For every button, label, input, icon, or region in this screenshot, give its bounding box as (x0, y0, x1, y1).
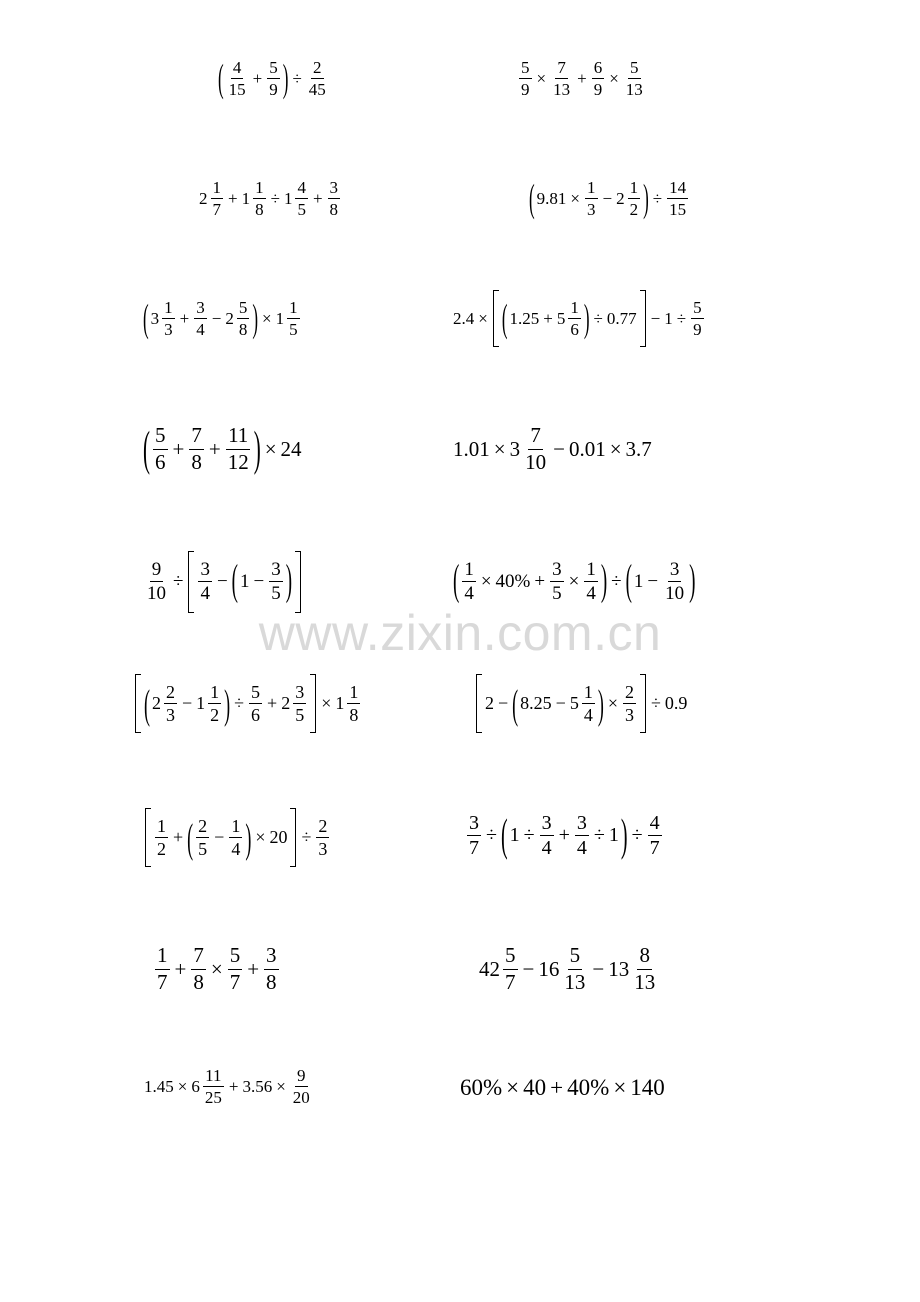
fraction: $\frac{3}{4}$ (541, 812, 552, 860)
fraction: $\frac{2}{3}$ (166, 682, 175, 726)
fraction: $\frac{4}{5}$ (297, 178, 306, 220)
fraction: $\frac{1}{3}$ (587, 178, 596, 220)
fraction: $\frac{4}{15}$ (228, 58, 246, 100)
problem-18: 60% × 40 + 40% × 140 (460, 1075, 665, 1100)
fraction: $\frac{7}{8}$ (193, 943, 204, 994)
right-bracket (640, 674, 646, 733)
fraction: $\frac{1}{4}$ (583, 682, 593, 726)
fraction: $\frac{5}{8}$ (238, 298, 248, 340)
fraction: $\frac{5}{7}$ (505, 943, 516, 994)
fraction: $\frac{9}{10}$ (147, 559, 166, 605)
left-bracket (145, 808, 151, 867)
left-bracket (476, 674, 482, 733)
problem-12: 2 − ( 8.25 − 5 $\frac{1}{4}$ ) × $\frac{2}{3}$ ÷ 0.9 (474, 682, 688, 725)
fraction: $\frac{3}{4}$ (200, 559, 210, 605)
right-bracket (310, 674, 316, 733)
right-bracket (290, 808, 296, 867)
left-bracket (135, 674, 141, 733)
fraction: $\frac{1}{3}$ (164, 298, 173, 340)
fraction: $\frac{1}{5}$ (289, 298, 298, 340)
fraction: $\frac{7}{13}$ (553, 58, 571, 100)
fraction: $\frac{5}{6}$ (155, 423, 166, 474)
fraction: $\frac{5}{13}$ (625, 58, 643, 100)
fraction: $\frac{14}{15}$ (669, 178, 687, 220)
problem-1: ( $\frac{4}{15}$ + $\frac{5}{9}$ ) ÷ $\frac{2}{45}$ (218, 56, 326, 101)
fraction: $\frac{1}{2}$ (157, 816, 166, 860)
fraction: $\frac{1}{8}$ (349, 682, 359, 726)
fraction: $\frac{3}{8}$ (329, 178, 339, 220)
fraction: $\frac{3}{5}$ (552, 559, 562, 605)
problem-10: ( $\frac{1}{4}$ × 40% + $\frac{3}{5}$ × $\frac{1}{4}$ ) ÷ ( 1 − $\frac{3}{10}$ ) (453, 557, 696, 606)
fraction: $\frac{3}{5}$ (295, 682, 305, 726)
fraction: $\frac{1}{7}$ (212, 178, 221, 220)
fraction: $\frac{3}{8}$ (266, 943, 277, 994)
left-bracket (188, 551, 194, 613)
fraction: $\frac{11}{12}$ (227, 423, 249, 474)
fraction: $\frac{2}{3}$ (624, 682, 634, 726)
left-bracket (493, 290, 499, 347)
problem-8: 1.01 × 3 $\frac{7}{10}$ − 0.01 × 3.7 (453, 423, 652, 474)
fraction: $\frac{3}{7}$ (469, 812, 479, 860)
fraction: $\frac{1}{4}$ (231, 816, 241, 860)
problem-3: 2 $\frac{1}{7}$ + 1 $\frac{1}{8}$ ÷ 1 $\frac{4}{5}$ + $\frac{3}{8}$ (199, 178, 339, 220)
fraction: $\frac{7}{10}$ (525, 423, 547, 474)
fraction: $\frac{5}{6}$ (251, 682, 261, 726)
problem-5: ( 3 $\frac{1}{3}$ + $\frac{3}{4}$ − 2 $\frac{5}{8}$ ) × 1 $\frac{1}{5}$ (143, 296, 298, 341)
fraction: $\frac{5}{9}$ (693, 298, 702, 340)
fraction: $\frac{2}{45}$ (308, 58, 326, 100)
fraction: $\frac{5}{13}$ (564, 943, 586, 994)
fraction: $\frac{2}{3}$ (318, 816, 328, 860)
problem-4: ( 9.81 × $\frac{1}{3}$ − 2 $\frac{1}{2}$ ) ÷ $\frac{14}{15}$ (529, 176, 687, 221)
fraction: $\frac{5}{9}$ (521, 58, 530, 100)
fraction: $\frac{6}{9}$ (593, 58, 603, 100)
fraction: $\frac{3}{4}$ (576, 812, 587, 860)
fraction: $\frac{1}{2}$ (629, 178, 639, 220)
fraction: $\frac{11}{25}$ (204, 1066, 222, 1108)
fraction: $\frac{3}{10}$ (665, 559, 685, 605)
problem-13: $\frac{1}{2}$ + ( $\frac{2}{5}$ − $\frac{1}{4}$ ) × 20 ÷ $\frac{2}{3}$ (143, 816, 331, 859)
fraction: $\frac{2}{5}$ (198, 816, 208, 860)
fraction: $\frac{1}{6}$ (570, 298, 579, 340)
fraction: $\frac{1}{7}$ (157, 943, 168, 994)
right-bracket (295, 551, 301, 613)
right-bracket (640, 290, 646, 347)
problem-16: 42 $\frac{5}{7}$ − 16 $\frac{5}{13}$ − 13 $\frac{8}{13}$ (479, 943, 656, 994)
fraction: $\frac{1}{2}$ (210, 682, 220, 726)
problem-11: ( 2 $\frac{2}{3}$ − 1 $\frac{1}{2}$ ) ÷ $\frac{5}{6}$ + 2 $\frac{3}{5}$ × 1 $\frac{1}{8}$ (133, 682, 362, 725)
problem-9: $\frac{9}{10}$ ÷ $\frac{3}{4}$ − ( 1 − $\frac{3}{5}$ ) (143, 559, 303, 605)
fraction: $\frac{3}{4}$ (196, 298, 205, 340)
problem-7: ( $\frac{5}{6}$ + $\frac{7}{8}$ + $\frac{11}{12}$ ) × 24 (143, 420, 302, 476)
fraction: $\frac{3}{5}$ (271, 559, 281, 605)
fraction: $\frac{5}{9}$ (269, 58, 278, 100)
fraction: $\frac{8}{13}$ (634, 943, 656, 994)
problem-6: 2.4 × ( 1.25 + 5 $\frac{1}{6}$ ) ÷ 0.77 − 1 ÷ $\frac{5}{9}$ (452, 298, 706, 339)
problem-15: $\frac{1}{7}$ + $\frac{7}{8}$ × $\frac{5}{7}$ + $\frac{3}{8}$ (157, 943, 277, 994)
fraction: $\frac{7}{8}$ (191, 423, 202, 474)
problem-17: 1.45 × 6 $\frac{11}{25}$ + 3.56 × $\frac{9}{20}$ (144, 1066, 310, 1108)
watermark: www.zixin.com.cn (258, 605, 662, 661)
problem-14: $\frac{3}{7}$ ÷ ( 1 ÷ $\frac{3}{4}$ + $\frac{3}{4}$ ÷ 1 ) ÷ $\frac{4}{7}$ (469, 810, 660, 862)
fraction: $\frac{4}{7}$ (649, 812, 660, 860)
fraction: $\frac{1}{8}$ (255, 178, 264, 220)
fraction: $\frac{1}{4}$ (586, 559, 596, 605)
fraction: $\frac{9}{20}$ (292, 1066, 310, 1108)
fraction: $\frac{1}{4}$ (464, 559, 474, 605)
fraction: $\frac{5}{7}$ (229, 943, 241, 994)
problem-2: $\frac{5}{9}$ × $\frac{7}{13}$ + $\frac{6}{9}$ × $\frac{5}{13}$ (521, 58, 643, 100)
